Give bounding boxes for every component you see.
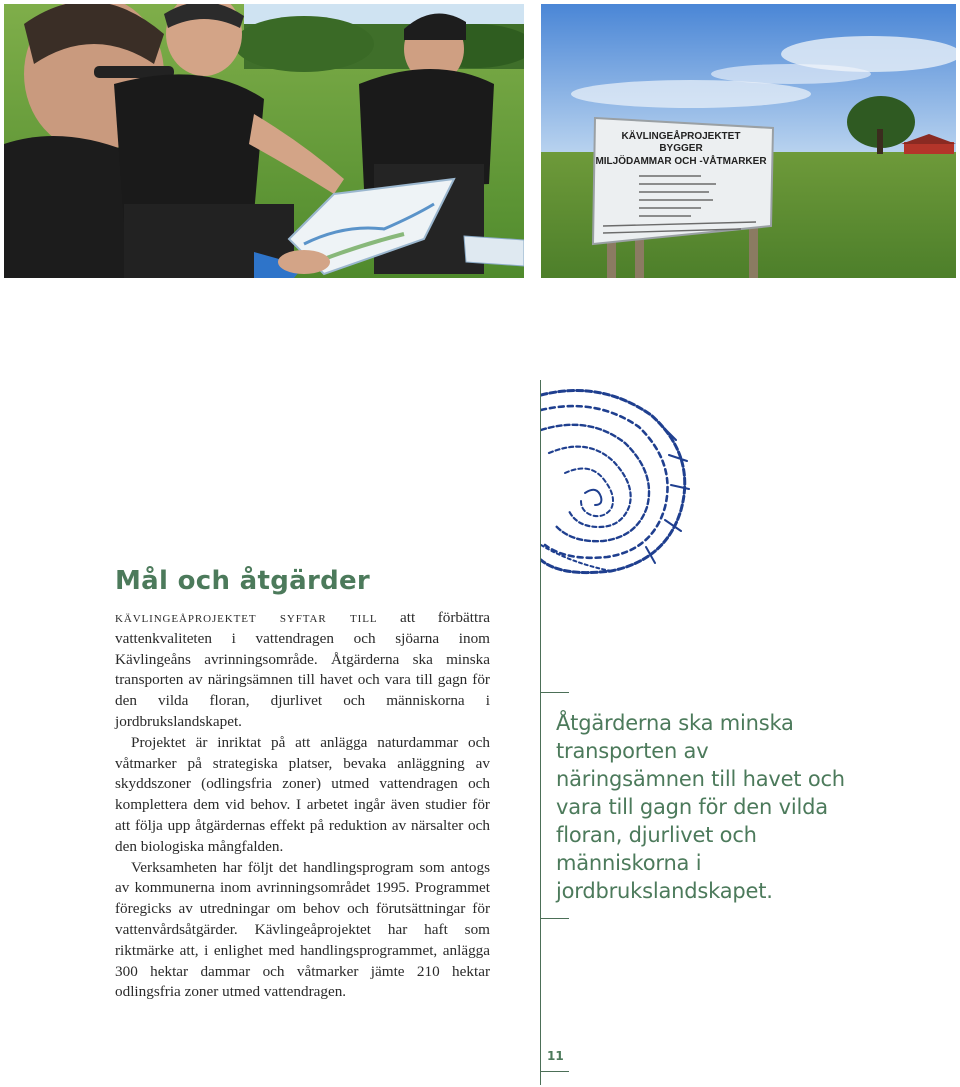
body-paragraph-2: Projektet är inriktat på att anlägga naturdammar och våtmarker på strategiska platser, bevaka anläggning av skyddszoner (odlingsfria zoner) utmed vattendragen och komplettera dem vid behov. I arbetet ingår även studier för att följa upp åtgärdernas effekt på reduktion av närsalter och den biologiska mångfalden. bbox=[115, 733, 490, 855]
page-number: 11 bbox=[547, 1049, 564, 1063]
body-paragraph-3: Verksamheten har följt det handlingsprogram som antogs av kommunerna inom avrinningsområdet 1995. Programmet föregicks av utredningar om behov och förutsättningar för vattenvårdsåtgärder. Kävlingeåprojektet har haft som riktmärke att, i enlighet med handlingsprogrammet, anlägga 300 hektar dammar och våtmarker jämte 210 hektar odlingsfria zoner utmed vattendragen. bbox=[115, 858, 490, 1001]
photo-project-sign-field bbox=[541, 4, 956, 278]
pullquote-bottom-tick bbox=[541, 918, 569, 919]
sign-line-1: KÄVLINGEÅPROJEKTET bbox=[621, 131, 741, 142]
spiral-shell-icon bbox=[541, 385, 691, 575]
body-paragraph-1 bbox=[115, 608, 490, 733]
pullquote-top-tick bbox=[541, 692, 569, 693]
sign-line-3: MILJÖDAMMAR OCH -VÅTMARKER bbox=[595, 156, 767, 167]
photo-men-with-map bbox=[4, 4, 524, 278]
footer-tick bbox=[541, 1071, 569, 1072]
sign-line-2: BYGGER bbox=[659, 143, 703, 154]
lead-in: kävlingeåprojektet syftar till bbox=[115, 609, 378, 626]
paragraph-1-text: att förbättra vattenkvaliteten i vattendragen och sjöarna inom Kävlingeåns avrinningsområde. Åtgärderna ska minska transporten av näringsämnen till havet och vara till gagn för den vilda floran, djurlivet och människorna i jordbrukslandskapet. bbox=[115, 609, 491, 730]
pull-quote: Åtgärderna ska minska transporten av näringsämnen till havet och vara till gagn för den vilda floran, djurlivet och människorna i jordbrukslandskapet. bbox=[556, 711, 845, 903]
section-heading: Mål och åtgärder bbox=[115, 566, 371, 596]
body-text bbox=[115, 608, 490, 1003]
